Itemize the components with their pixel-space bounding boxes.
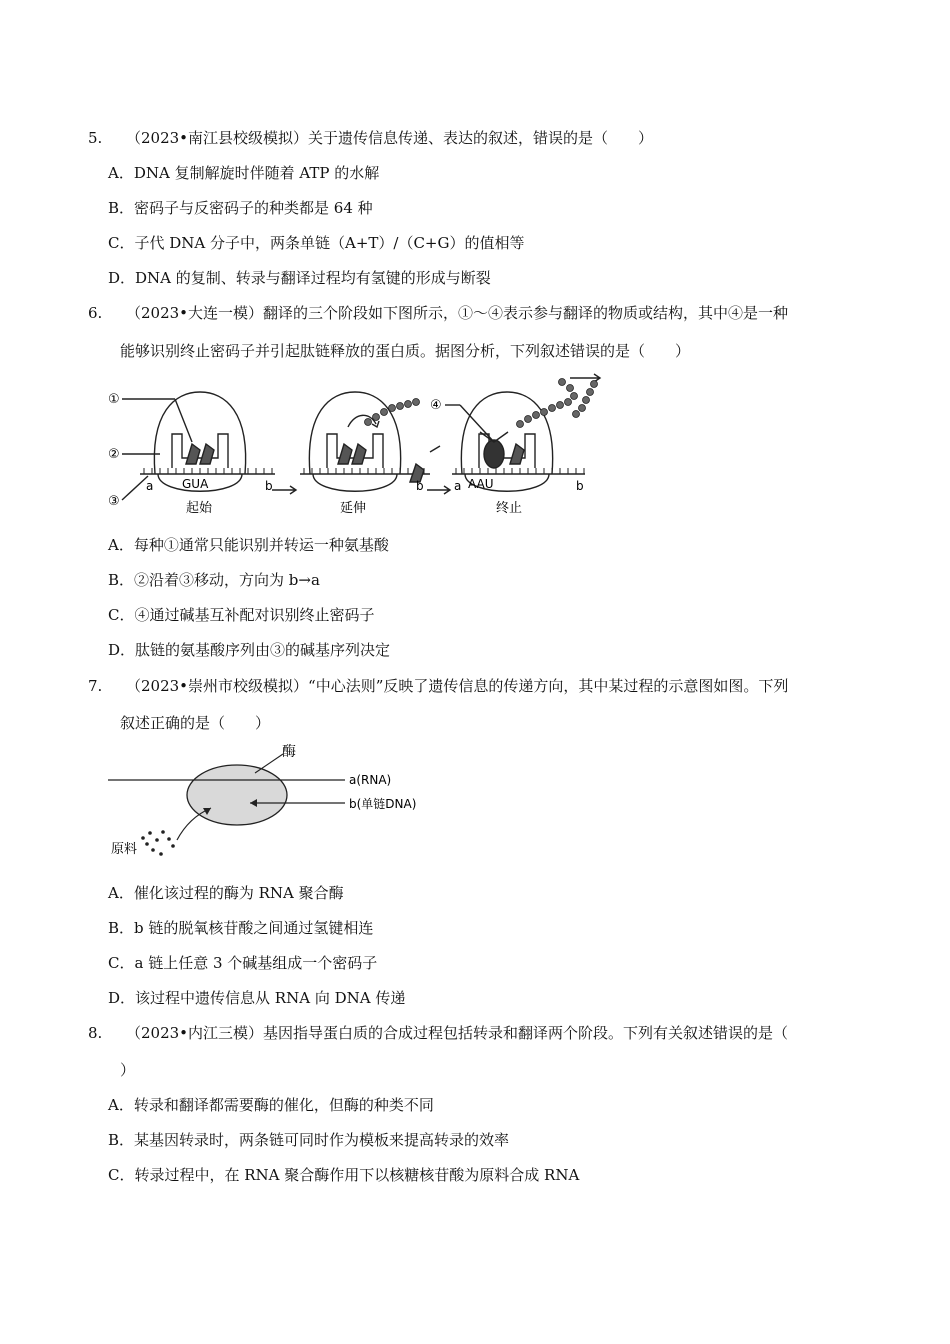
- option-b[interactable]: B．b 链的脱氧核苷酸之间通过氢键相连: [108, 919, 374, 937]
- strand-b-label: b(单链DNA): [349, 797, 417, 811]
- strand-a-label: a(RNA): [349, 773, 392, 787]
- option-a[interactable]: A．转录和翻译都需要酶的催化，但酶的种类不同: [108, 1096, 434, 1114]
- marker-3: ③: [108, 494, 120, 509]
- marker-4: ④: [430, 398, 442, 413]
- option-c[interactable]: C．a 链上任意 3 个碱基组成一个密码子: [108, 954, 378, 972]
- end-a: a: [454, 479, 462, 493]
- question-stem: （2023•内江三模）基因指导蛋白质的合成过程包括转录和翻译两个阶段。下列有关叙述错误的是（: [126, 1024, 789, 1042]
- question-stem: 叙述正确的是（ ）: [120, 714, 271, 732]
- question-stem: （2023•崇州市校级模拟）“中心法则”反映了遗传信息的传递方向，其中某过程的示意图如图。下列: [126, 677, 789, 695]
- end-a: a: [146, 479, 154, 493]
- option-d[interactable]: D．肽链的氨基酸序列由③的碱基序列决定: [108, 641, 391, 659]
- end-b: b: [576, 479, 584, 493]
- question-number: 5.: [88, 129, 103, 147]
- marker-1: ①: [108, 392, 120, 407]
- material-label: 原料: [111, 842, 138, 857]
- option-d[interactable]: D．DNA 的复制、转录与翻译过程均有氢键的形成与断裂: [108, 269, 491, 287]
- codon-stop: AAU: [468, 477, 494, 491]
- reverse-transcription-figure: [105, 740, 445, 865]
- question-stem: 能够识别终止密码子并引起肽链释放的蛋白质。据图分析，下列叙述错误的是（ ）: [120, 342, 691, 360]
- option-b[interactable]: B．某基因转录时，两条链可同时作为模板来提高转录的效率: [108, 1131, 510, 1149]
- question-number: 7.: [88, 677, 103, 695]
- option-b[interactable]: B．密码子与反密码子的种类都是 64 种: [108, 199, 373, 217]
- enzyme-label: 酶: [282, 744, 296, 760]
- end-b: b: [416, 479, 424, 493]
- option-d[interactable]: D．该过程中遗传信息从 RNA 向 DNA 传递: [108, 989, 406, 1007]
- stage-initiation: 起始: [186, 501, 213, 516]
- question-stem: （2023•南江县校级模拟）关于遗传信息传递、表达的叙述，错误的是（ ）: [126, 129, 654, 147]
- question-stem: （2023•大连一模）翻译的三个阶段如下图所示，①～④表示参与翻译的物质或结构，其中④是一种: [126, 304, 789, 322]
- stage-elongation: 延伸: [340, 501, 367, 516]
- codon-start: GUA: [182, 477, 209, 491]
- end-b: b: [265, 479, 273, 493]
- translation-stages-figure: [100, 372, 620, 522]
- option-b[interactable]: B．②沿着③移动，方向为 b→a: [108, 571, 320, 589]
- option-c[interactable]: C．转录过程中，在 RNA 聚合酶作用下以核糖核苷酸为原料合成 RNA: [108, 1166, 580, 1184]
- option-a[interactable]: A．每种①通常只能识别并转运一种氨基酸: [108, 536, 389, 554]
- stage-termination: 终止: [496, 501, 523, 516]
- marker-2: ②: [108, 447, 120, 462]
- option-a[interactable]: A．DNA 复制解旋时伴随着 ATP 的水解: [108, 164, 380, 182]
- question-number: 8.: [88, 1024, 103, 1042]
- question-stem: ）: [120, 1061, 136, 1079]
- option-c[interactable]: C．子代 DNA 分子中，两条单链（A+T）/（C+G）的值相等: [108, 234, 525, 252]
- option-c[interactable]: C．④通过碱基互补配对识别终止密码子: [108, 606, 375, 624]
- option-a[interactable]: A．催化该过程的酶为 RNA 聚合酶: [108, 884, 344, 902]
- question-number: 6.: [88, 304, 103, 322]
